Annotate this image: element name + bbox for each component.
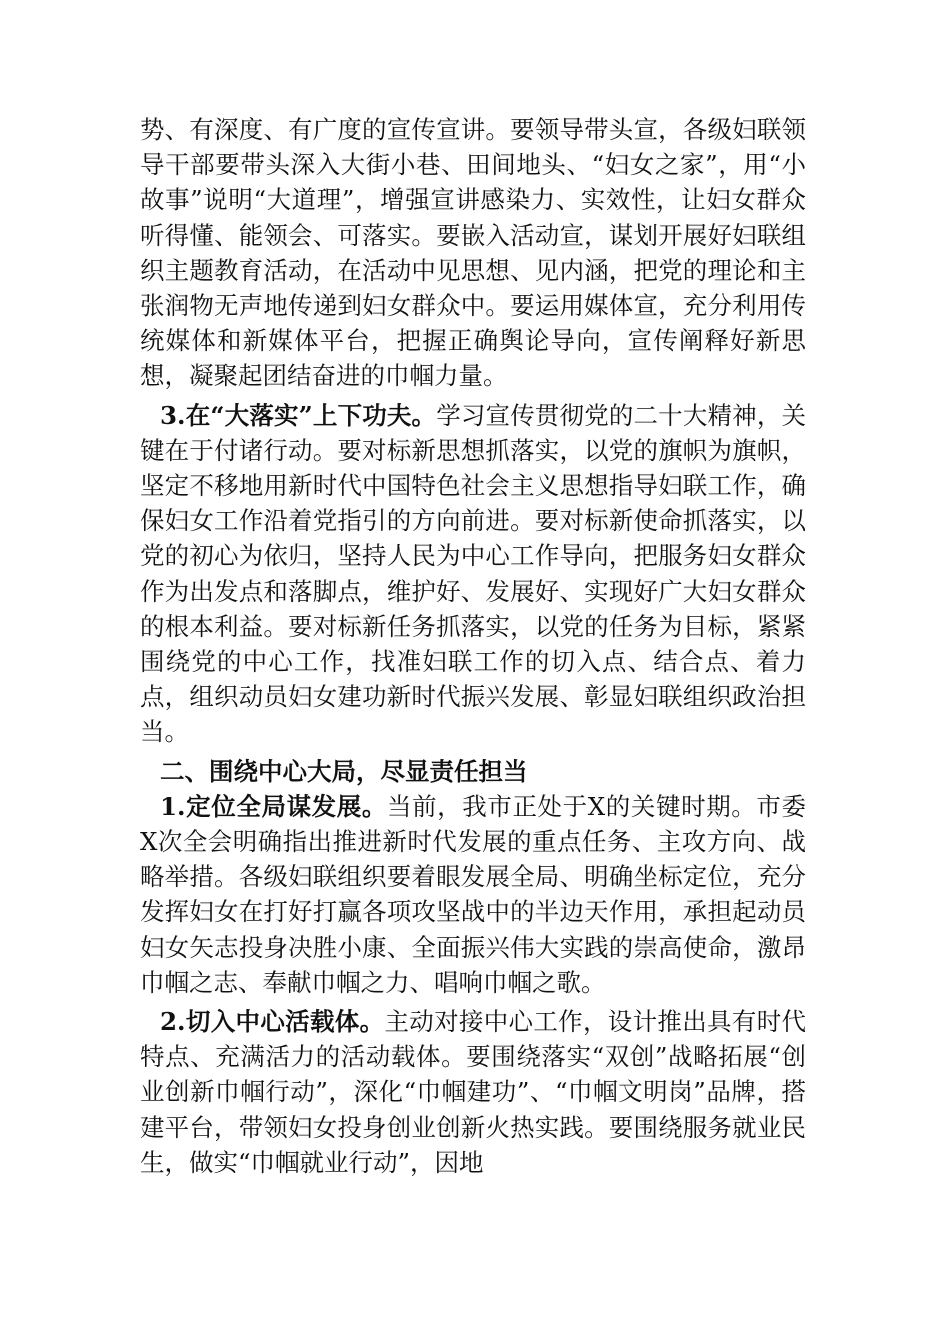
paragraph-implementation-lead: 3.在“大落实”上下功夫。: [160, 400, 437, 430]
section-heading: 二、围绕中心大局，尽显责任担当: [160, 756, 528, 786]
paragraph-activity-carrier: [140, 1004, 806, 1180]
paragraph-overall-development: [140, 789, 806, 1000]
paragraph-propaganda: 势、有深度、有广度的宣传宣讲。要领导带头宣，各级妇联领导干部要带头深入大街小巷、田间地头、“妇女之家”，用“小故事”说明“大道理”，增强宣讲感染力、实效性，让妇女群众听得懂、能领会、可落实。要嵌入活动宣，谋划开展好妇联组织主题教育活动，在活动中见思想、见内涵，把党的理论和主张润物无声地传递到妇女群众中。要运用媒体宣，充分利用传统媒体和新媒体平台，把握正确舆论导向，宣传阐释好新思想，凝聚起团结奋进的巾帼力量。: [140, 115, 806, 391]
paragraph-implementation: [140, 398, 806, 750]
paragraph-implementation-body: 学习宣传贯彻党的二十大精神，关键在于付诸行动。要对标新思想抓落实，以党的旗帜为旗帜，坚定不移地用新时代中国特色社会主义思想指导妇联工作，确保妇女工作沿着党指引的方向前进。要对标新使命抓落实，以党的初心为依归，坚持人民为中心工作导向，把服务妇女群众作为出发点和落脚点，维护好、发展好、实现好广大妇女群众的根本利益。要对标新任务抓落实，以党的任务为目标，紧紧围绕党的中心工作，找准妇联工作的切入点、结合点、着力点，组织动员妇女建功新时代振兴发展、彰显妇联组织政治担当。: [140, 400, 806, 747]
document-page: [140, 112, 806, 1180]
paragraph-overall-development-lead: 1.定位全局谋发展。: [160, 791, 387, 821]
paragraph-activity-carrier-lead: 2.切入中心活载体。: [160, 1007, 385, 1037]
paragraph-overall-development-body: 当前，我市正处于X的关键时期。市委X次全会明确指出推进新时代发展的重点任务、主攻方向、战略举措。各级妇联组织要着眼发展全局、明确坐标定位，充分发挥妇女在打好打赢各项攻坚战中的半边天作用，承担起动员妇女矢志投身决胜小康、全面振兴伟大实践的崇高使命，激昂巾帼之志、奉献巾帼之力、唱响巾帼之歌。: [140, 791, 806, 997]
paragraph-activity-carrier-body: 主动对接中心工作，设计推出具有时代特点、充满活力的活动载体。要围绕落实“双创”战略拓展“创业创新巾帼行动”，深化“巾帼建功”、“巾帼文明岗”品牌，搭建平台，带领妇女投身创业创新火热实践。要围绕服务就业民生，做实“巾帼就业行动”，因地: [140, 1007, 807, 1177]
